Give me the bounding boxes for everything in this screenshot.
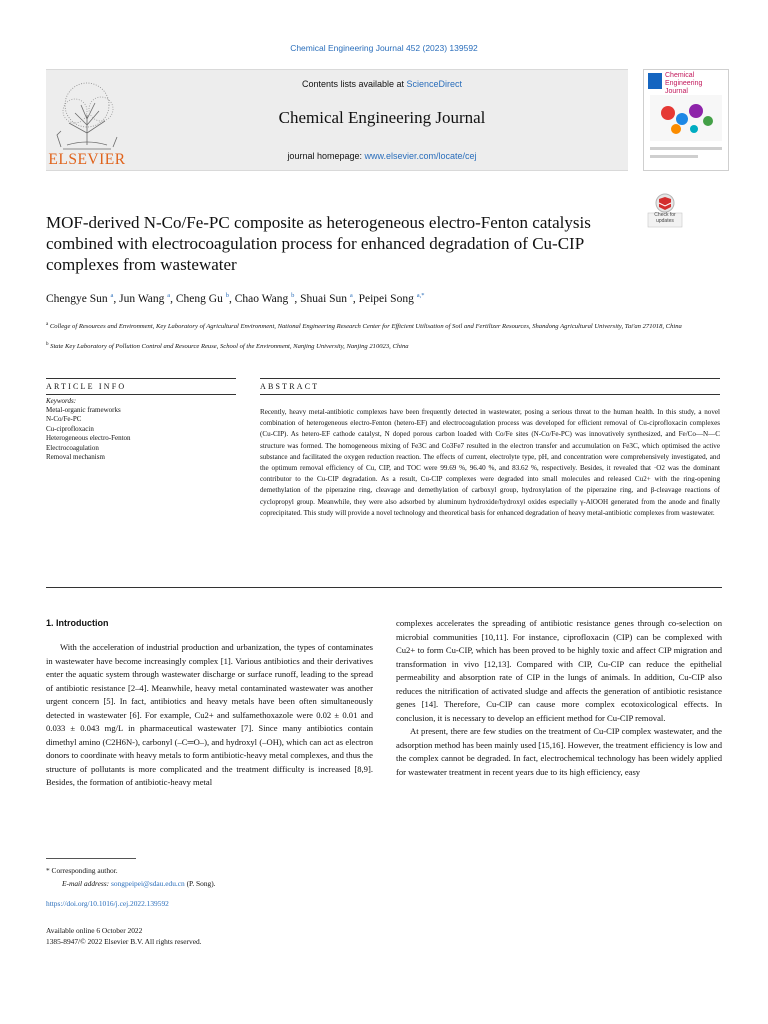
email-line: E-mail address: songpeipei@sdau.edu.cn (P. Song). bbox=[62, 879, 216, 888]
abstract-heading: ABSTRACT bbox=[260, 382, 320, 391]
journal-homepage-line: journal homepage: www.elsevier.com/locate/cej bbox=[287, 151, 477, 161]
elsevier-wordmark: ELSEVIER bbox=[48, 151, 126, 168]
keyword: Electrocoagulation bbox=[46, 443, 99, 452]
author[interactable]: Peipei Song $^{a,*}$ bbox=[358, 292, 425, 305]
intro-paragraph: At present, there are few studies on the treatment of Cu-CIP complex wastewater, and the adsorption method has been mainly used [15,16]. However, the treatment efficiency is low and the complex cannot be degraded. In fact, electrochemical technology has been widely applied for wastewater treatment in recent years due to its high efficiency, easy bbox=[396, 726, 722, 777]
footnote-rule bbox=[46, 858, 136, 859]
author[interactable]: Cheng Gu $^b$ bbox=[175, 292, 229, 305]
article-info-rule-bottom bbox=[46, 394, 236, 395]
article-info-rule bbox=[46, 378, 236, 379]
author[interactable]: Shuai Sun $^a$ bbox=[300, 292, 353, 305]
corresponding-author-note: * Corresponding author. bbox=[46, 866, 118, 875]
keyword: Metal-organic frameworks bbox=[46, 406, 121, 414]
journal-name: Chemical Engineering Journal bbox=[278, 108, 486, 127]
abstract-body: Recently, heavy metal-antibiotic complexes have been frequently detected in wastewater, posing a serious threat to the human health. In this study, a novel combination of heterogeneous electro-Fenton (hetero-EF) and electrocoagulation process was developed for efficient removal of Cu-ciprofloxacin complexes (Cu-CIP). As hetero-EF cathode catalyst, N doped porous carbon loaded with Co/Fe sites (N-Co/Fe-PC) was innovatively synthesized, and Fe/Co—N—C structure was formed. The homogeneous mixing of Fe3C and Co3Fe7 resulted in the electron transfer and accumulation on Fe3C, which optimised the active substance and facilitated the oxygen reduction reaction. The effects of current, electrolyte type, pH, and concentration were comprehensively investigated, and the optimum removal efficiency of Cu, CIP, and TOC were 99.69 %, 96.40 %, and 83.62 %, respectively. Besides, it revealed that ·O2 was the dominant contributor to the Cu-CIP degradation. As a result, Cu-CIP complexes were degraded into small molecules and released Cu2+ with the ring-opening demethylation of the piperazine ring, cleavage and demethylation of carboxyl group, hydroxylation of the piperazine ring, and β-cleavage reactions of cyclopropyl group. Meanwhile, they were also adsorbed by aluminum hydroxide/hydroxyl oxides especially γ-AlOOH generated from the anode and finally coprecipitated. This study will provide a novel technology and theoretical basis for enhanced degradation of heavy metal-antibiotic complexes from wastewater. bbox=[260, 408, 720, 517]
cover-title: Chemical Engineering Journal bbox=[665, 72, 703, 95]
email-link[interactable]: songpeipei@sdau.edu.cn bbox=[111, 879, 185, 888]
section-heading-introduction: 1. Introduction bbox=[46, 618, 109, 628]
journal-reference-link[interactable]: Chemical Engineering Journal 452 (2023) 139592 bbox=[290, 43, 478, 53]
sciencedirect-link[interactable]: ScienceDirect bbox=[406, 79, 463, 89]
author[interactable]: Jun Wang $^a$ bbox=[119, 292, 171, 305]
intro-paragraph: With the acceleration of industrial production and urbanization, the types of contaminates in wastewater have become increasingly complex [1]. Various antibiotics and their derivatives enter the aquatic system through wastewater discharge or surface runoff, leading to the spread of antibiotic resistance [2–4]. Meanwhile, heavy metal contaminated wastewater was another urgent concern [5]. In fact, antibiotics and heavy metals have been often simultaneously detected in wastewater [6]. For example, Cu2+ and sulfamethoxazole were 0.02 ± 0.01 and 0.033 ± 0.043 mg/L in pharmaceutical wastewater [7]. Since many antibiotics contain dimethyl amino (C2H6N-), carbonyl (–C═O–), and hydroxyl (–OH), which can act as electron donors to coordinate with heavy metals to form antibiotic-heavy metal complexes, and thus the structure of pollutants is more complicated and the treatment difficulty is increased [8,9]. Besides, the formation of antibiotic-heavy metal bbox=[46, 642, 373, 787]
keyword: N-Co/Fe-PC bbox=[46, 415, 82, 424]
article-info-heading: ARTICLE INFO bbox=[46, 382, 127, 391]
keywords-label: Keywords: bbox=[46, 397, 77, 405]
keyword: Heterogeneous electro-Fenton bbox=[46, 434, 131, 443]
affiliation-b: $^b$ State Key Laboratory of Pollution Control and Resource Reuse, School of the Environment, Nanjing University, Nanjing 210023, China bbox=[46, 342, 409, 351]
abstract-rule-bottom bbox=[260, 394, 720, 395]
available-online-date: Available online 6 October 2022 bbox=[46, 926, 143, 935]
contents-available-line: Contents lists available at ScienceDirect bbox=[301, 79, 463, 89]
affiliation-a: $^a$ College of Resources and Environment, Key Laboratory of Agricultural Environment, National Engineering Research Center for Efficient Utilisation of Soil and Fertilizer Resources, Shandong Agricultural University, Tai'an 271018, China bbox=[46, 322, 682, 331]
check-for-updates-label[interactable]: Check for updates bbox=[654, 212, 676, 224]
journal-homepage-link[interactable]: www.elsevier.com/locate/cej bbox=[364, 151, 477, 161]
abstract-end-rule bbox=[46, 587, 722, 588]
author-list: Chengye Sun $^a$, Jun Wang $^a$, Cheng Gu $^b$, Chao Wang $^b$, Shuai Sun $^a$, Peipei Song $^{a,*}$ bbox=[46, 292, 425, 305]
intro-paragraph: complexes accelerates the spreading of antibiotic resistance genes through co-selection on microbial communities [10,11]. For instance, ciprofloxacin (CIP) can be complexed with Cu2+ to form Cu-CIP, which has been proved to be highly toxic and affect CIP migration and transformation in vivo [12,13]. Compared with CIP, Cu-CIP can reduce the epithelial permeability and absorption rate of CIP in the lungs of animals. In addition, Cu-CIP also reduces the nitrification of activated sludge and affects the generation of antibiotic resistance genes [14]. Therefore, Cu-CIP can cause more complex ecotoxicological effects. In conclusion, it is necessary to develop an efficient method for Cu-CIP removal. bbox=[396, 618, 722, 723]
abstract-rule bbox=[260, 378, 720, 379]
doi-link[interactable]: https://doi.org/10.1016/j.cej.2022.139592 bbox=[46, 899, 169, 908]
keyword-list bbox=[46, 406, 236, 462]
author[interactable]: Chao Wang $^b$ bbox=[234, 292, 295, 305]
intro-right-column bbox=[396, 617, 722, 779]
copyright-line: 1385-8947/© 2022 Elsevier B.V. All rights reserved. bbox=[46, 937, 202, 946]
intro-left-column bbox=[46, 631, 373, 790]
article-title: MOF-derived N-Co/Fe-PC composite as heterogeneous electro-Fenton catalysis combined with electrocoagulation process for enhanced degradation of Cu-CIP complexes from wastewater bbox=[46, 213, 591, 274]
keyword: Cu-ciprofloxacin bbox=[46, 424, 94, 433]
keyword: Removal mechanism bbox=[46, 453, 105, 462]
author[interactable]: Chengye Sun $^a$ bbox=[46, 292, 114, 305]
